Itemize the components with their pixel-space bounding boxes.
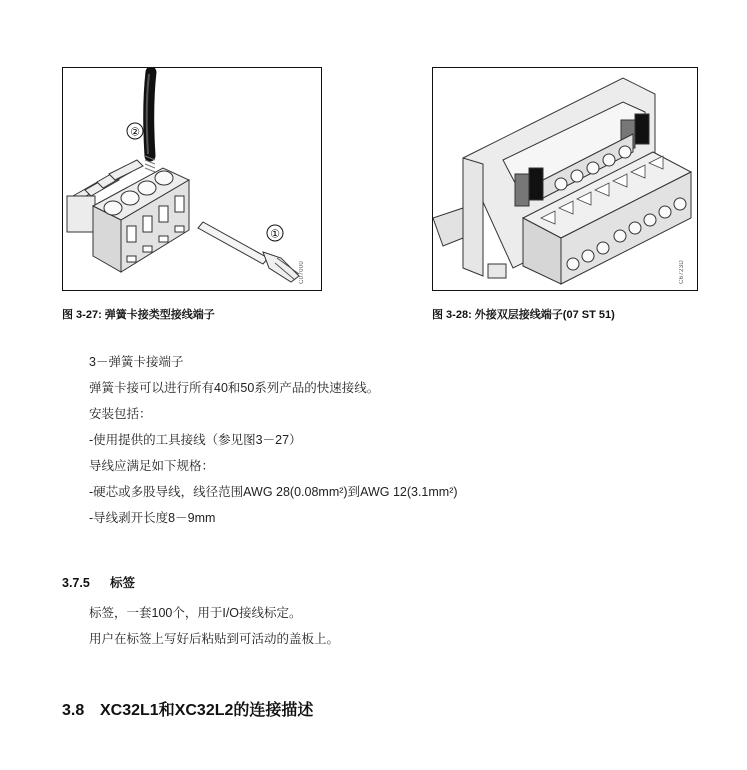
section-title: 标签: [110, 576, 136, 590]
paragraph-wire-spec-intro: 导线应满足如下规格：: [89, 459, 215, 473]
figure-3-27-caption: 图 3-27: 弹簧卡接类型接线端子: [62, 309, 215, 321]
spring-terminal-illustration: [63, 68, 321, 290]
section-number: 3.8: [62, 702, 85, 719]
section-heading-3-7-5: [62, 573, 135, 591]
paragraph-labels-set: 标签，一套100个，用于I/O接线标定。: [89, 606, 302, 620]
figure-code: C07000: [299, 261, 305, 284]
figure-code: C6723D: [679, 260, 685, 284]
figure-3-27-spring-terminal: [62, 67, 322, 291]
callout-1: ①: [270, 228, 280, 241]
section-heading-3-8: [62, 697, 313, 720]
paragraph-spring-terminal-title: 3－弹簧卡接端子: [89, 355, 184, 369]
paragraph-wire-gauge: -硬芯或多股导线，线径范围AWG 28(0.08mm²)到AWG 12(3.1mm²): [89, 485, 458, 499]
paragraph-spring-terminal-desc: 弹簧卡接可以进行所有40和50系列产品的快速接线。: [89, 381, 380, 395]
paragraph-labels-usage: 用户在标签上写好后粘贴到可活动的盖板上。: [89, 632, 340, 646]
paragraph-use-tool: -使用提供的工具接线（参见图3－27）: [89, 433, 302, 447]
double-layer-terminal-illustration: [433, 68, 697, 290]
paragraph-strip-length: -导线剥开长度8－9mm: [89, 511, 216, 525]
figure-3-28-caption: 图 3-28: 外接双层接线端子(07 ST 51): [432, 309, 615, 321]
paragraph-install-includes: 安装包括：: [89, 407, 152, 421]
figure-3-28-double-layer-terminal: [432, 67, 698, 291]
section-number: 3.7.5: [62, 576, 90, 590]
callout-2: ②: [130, 126, 140, 139]
section-title: XC32L1和XC32L2的连接描述: [100, 702, 314, 719]
